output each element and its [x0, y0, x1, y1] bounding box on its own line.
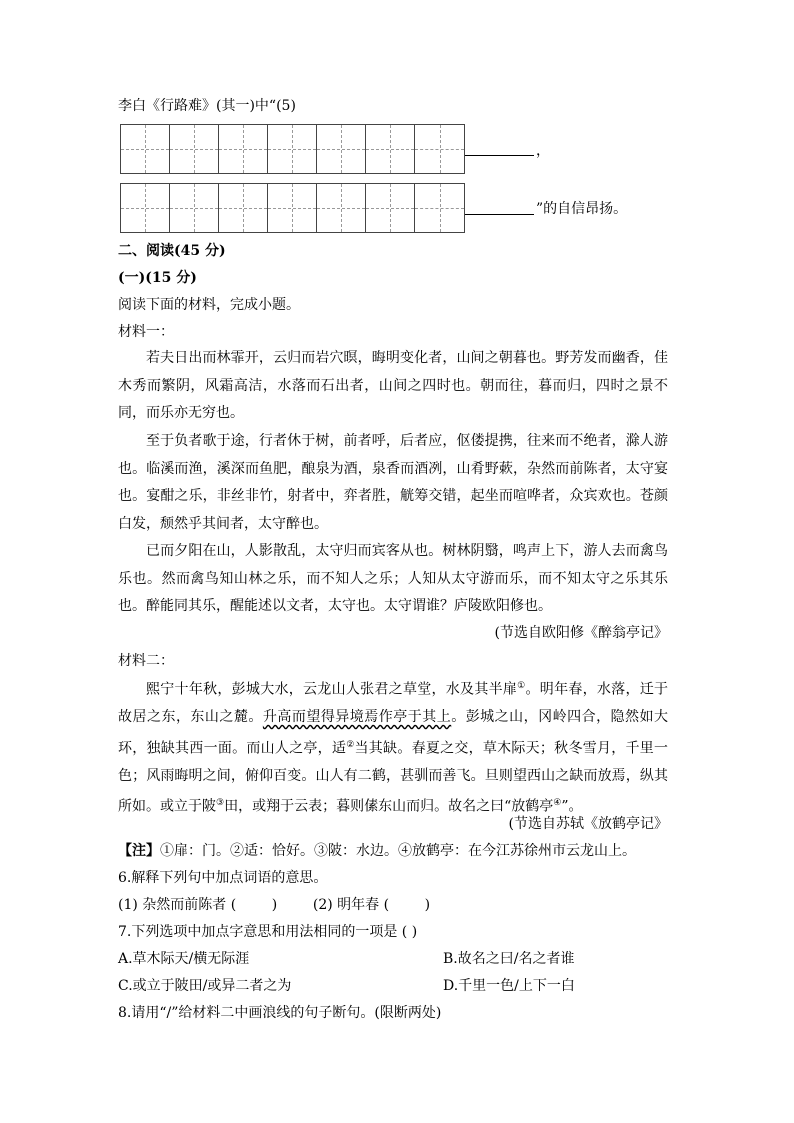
- grid-cell[interactable]: [121, 125, 170, 173]
- note-marker: ①: [517, 681, 526, 691]
- m2-text: ”。: [561, 798, 583, 815]
- material2-paragraph: [118, 673, 668, 821]
- material2-label: 材料二：: [118, 653, 174, 669]
- grid-cell[interactable]: [121, 184, 170, 232]
- grid-cell[interactable]: [219, 125, 268, 173]
- note-marker: ③: [216, 798, 225, 809]
- material1-label: 材料一：: [118, 324, 174, 340]
- grid2-suffix: ”的自信昂扬。: [536, 201, 628, 217]
- option-c[interactable]: C.或立于陂田/或异二者之为: [118, 978, 292, 994]
- grid-cell[interactable]: [268, 125, 317, 173]
- grid-cell[interactable]: [317, 184, 366, 232]
- answer-blank-1[interactable]: [465, 155, 534, 156]
- section-title: 二、阅读(45 分): [118, 243, 226, 259]
- grid-cell[interactable]: [170, 184, 219, 232]
- m2-text: 田，或翔于云表；暮则傃东山而归。故名之曰“放鹤亭: [224, 798, 554, 815]
- material1-paragraph-3: 已而夕阳在山，人影散乱，太守归而宾客从也。树林阴翳，鸣声上下，游人去而禽鸟乐也。然而禽鸟知山林之乐，而不知人之乐；人知从太守游而乐，而不知太守之乐其乐也。醉能同其乐，醒能述以文者，太守也。太守谓谁？庐陵欧阳修也。: [118, 543, 668, 614]
- notes: [118, 842, 636, 860]
- material1-paragraph-1: 若夫日出而林霏开，云归而岩穴暝，晦明变化者，山间之朝暮也。野芳发而幽香，佳木秀而繁阴，风霜高洁，水落而石出者，山间之四时也。朝而往，暮而归，四时之景不同，而乐亦无穷也。: [118, 350, 668, 421]
- m2-text: 当其缺。春夏之交，草木际天；秋冬雪月，千里一色；风雨晦明之间，俯仰百变。山人有二鹤，甚驯而善飞。旦则望西山之缺而放焉，纵其所如。或立于陂: [118, 740, 669, 815]
- answer-blank-2[interactable]: [465, 214, 534, 215]
- m2-text: 。明年春，水落，迁于故居之东，东山之麓。: [118, 681, 669, 726]
- note-text: ①扉：门。②适：恰好。③陂：水边。④放鹤亭：在今江苏徐州市云龙山上。: [160, 843, 636, 859]
- option-b[interactable]: B.故名之曰/名之者谁: [443, 951, 575, 967]
- question-6-sub: (1) 杂然而前陈者 ( ) (2) 明年春 ( ): [118, 897, 431, 913]
- answer-grid-1[interactable]: [120, 124, 465, 174]
- note-marker: ②: [346, 739, 355, 750]
- m2-text: 。彭城之山，冈岭四合，隐然如大环，独缺其西一面。而山人之亭，适: [118, 709, 669, 757]
- question-6: 6.解释下列句中加点词语的意思。: [118, 870, 328, 886]
- grid1-suffix: ，: [536, 143, 550, 159]
- poem-prompt: 李白《行路难》(其一)中“(5): [118, 98, 296, 114]
- answer-grid-2[interactable]: [120, 183, 465, 233]
- option-d[interactable]: D.千里一色/上下一白: [443, 978, 575, 994]
- question-7: 7.下列选项中加点字意思和用法相同的一项是 ( ): [118, 924, 418, 940]
- question-8: 8.请用“/”给材料二中画浪线的句子断句。(限断两处): [118, 1005, 442, 1021]
- grid-cell[interactable]: [317, 125, 366, 173]
- grid-cell[interactable]: [268, 184, 317, 232]
- option-a[interactable]: A.草木际天/横无际涯: [118, 951, 250, 967]
- grid-cell[interactable]: [170, 125, 219, 173]
- material1-paragraph-2: 至于负者歌于途，行者休于树，前者呼，后者应，伛偻提携，往来而不绝者，滁人游也。临溪而渔，溪深而鱼肥，酿泉为酒，泉香而酒冽，山肴野蔌，杂然而前陈者，太守宴也。宴酣之乐，非丝非竹，射者中，弈者胜，觥筹交错，起坐而喧哗者，众宾欢也。苍颜白发，颓然乎其间者，太守醉也。: [118, 433, 668, 532]
- m2-text: 熙宁十年秋，彭城大水，云龙山人张君之草堂，水及其半扉: [146, 681, 518, 698]
- note-label: 【注】: [118, 843, 160, 859]
- material2-source: (节选自苏轼《放鹤亭记》: [508, 816, 668, 832]
- material1-source: (节选自欧阳修《醉翁亭记》: [494, 625, 668, 641]
- grid-cell[interactable]: [366, 184, 415, 232]
- note-marker: ④: [553, 798, 562, 809]
- part-title: (一)(15 分): [118, 270, 197, 286]
- grid-cell[interactable]: [415, 184, 464, 232]
- grid-cell[interactable]: [415, 125, 464, 173]
- instruction: 阅读下面的材料，完成小题。: [118, 297, 300, 313]
- wavy-underlined-sentence: 升高而望得异境焉作亭于其上: [262, 709, 452, 726]
- grid-cell[interactable]: [219, 184, 268, 232]
- grid-cell[interactable]: [366, 125, 415, 173]
